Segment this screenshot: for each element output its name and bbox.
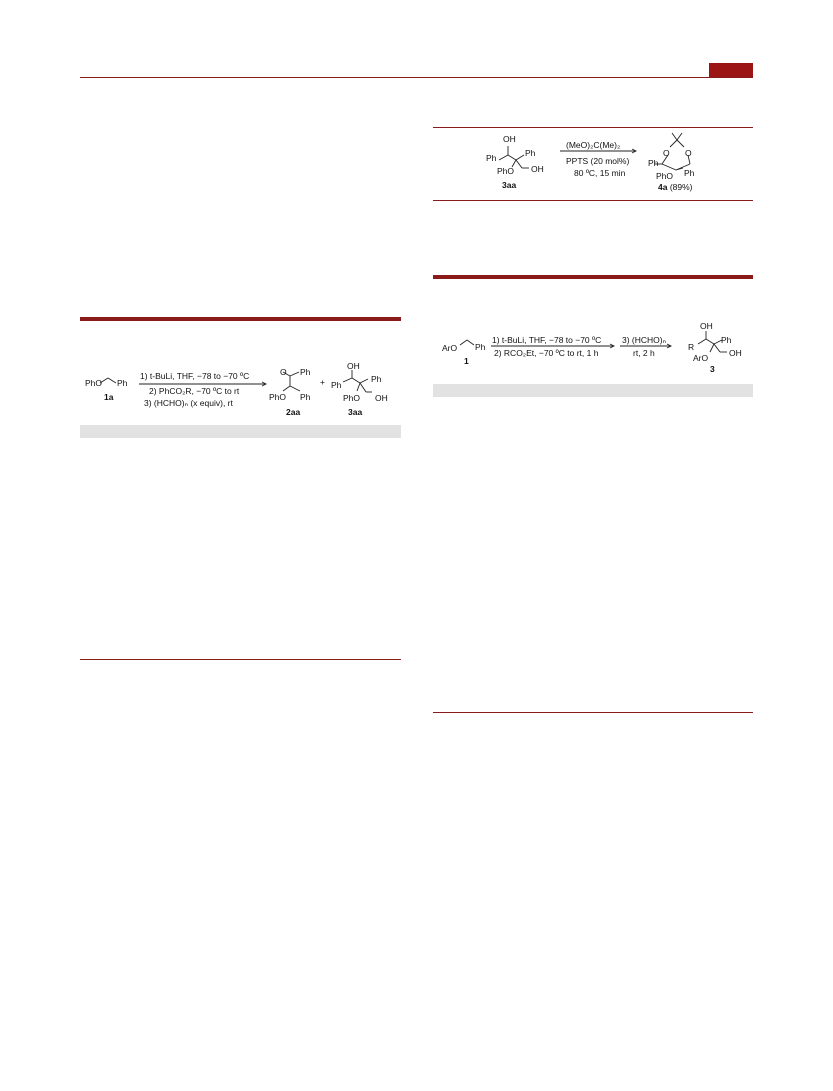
conditions-step-1: 1) t-BuLi, THF, −78 to −70 ºC (492, 335, 602, 345)
compound-label: 1 (464, 356, 469, 366)
product-ph-label: Ph (648, 158, 659, 168)
product-yield: (89%) (669, 182, 693, 192)
reactant-pho-label: PhO (85, 378, 103, 388)
reagent-label: (MeO)₂C(Me)₂ (566, 140, 621, 150)
compound-label: 2aa (286, 407, 301, 417)
conditions-step-3-time: rt, 2 h (633, 348, 655, 358)
plus-sign: + (320, 377, 325, 387)
compound-label: 1a (104, 392, 114, 402)
reactant-oh-label: OH (531, 164, 544, 174)
product-pho-label: PhO (269, 392, 287, 402)
reactant-oh-label: OH (503, 134, 516, 144)
product-ph-label: Ph (300, 367, 311, 377)
product-oh-label: OH (347, 361, 360, 371)
product-ph-label: Ph (300, 392, 311, 402)
product-ph-label: Ph (721, 335, 732, 345)
table-bottom-rule (80, 659, 401, 660)
table-bottom-rule (433, 712, 753, 713)
ring-oxygen-label: O (685, 148, 692, 158)
product-r-label: R (688, 342, 695, 352)
conditions-step-1: 1) t-BuLi, THF, −78 to −70 ºC (140, 371, 250, 381)
conditions-step-3: 3) (HCHO)ₙ (x equiv), rt (144, 398, 233, 408)
compound-label: 3aa (502, 180, 517, 190)
product-ph-label: Ph (684, 168, 695, 178)
product-oh-label: OH (729, 348, 742, 358)
conditions-label: 80 ºC, 15 min (574, 168, 626, 178)
product-label: 4a (658, 182, 668, 192)
catalyst-label: PPTS (20 mol%) (566, 156, 630, 166)
product-oh-label: OH (700, 321, 713, 331)
product-aro-label: ArO (693, 353, 709, 363)
ketone-oxygen-label: O (280, 367, 287, 377)
conditions-step-2: 2) RCO₂Et, −70 ºC to rt, 1 h (494, 348, 599, 358)
product-ph-label: Ph (371, 374, 382, 384)
conditions-step-3: 3) (HCHO)ₙ (622, 335, 666, 345)
reactant-ph-label: Ph (117, 378, 128, 388)
compound-label: 3aa (348, 407, 363, 417)
product-pho-label: PhO (656, 171, 674, 181)
reactant-ph-label: Ph (486, 153, 497, 163)
reactant-ph-label: Ph (475, 342, 486, 352)
compound-label: 3 (710, 364, 715, 374)
reactant-pho-label: PhO (497, 166, 515, 176)
ring-oxygen-label: O (663, 148, 670, 158)
reactant-aro-label: ArO (442, 343, 458, 353)
table-header-row (433, 384, 753, 397)
scheme-substrate-scope-bonds (0, 0, 833, 500)
reactant-ph-label: Ph (525, 148, 536, 158)
product-ph-label: Ph (331, 380, 342, 390)
product-oh-label: OH (375, 393, 388, 403)
conditions-step-2: 2) PhCO₂R, −70 ºC to rt (149, 386, 240, 396)
product-pho-label: PhO (343, 393, 361, 403)
